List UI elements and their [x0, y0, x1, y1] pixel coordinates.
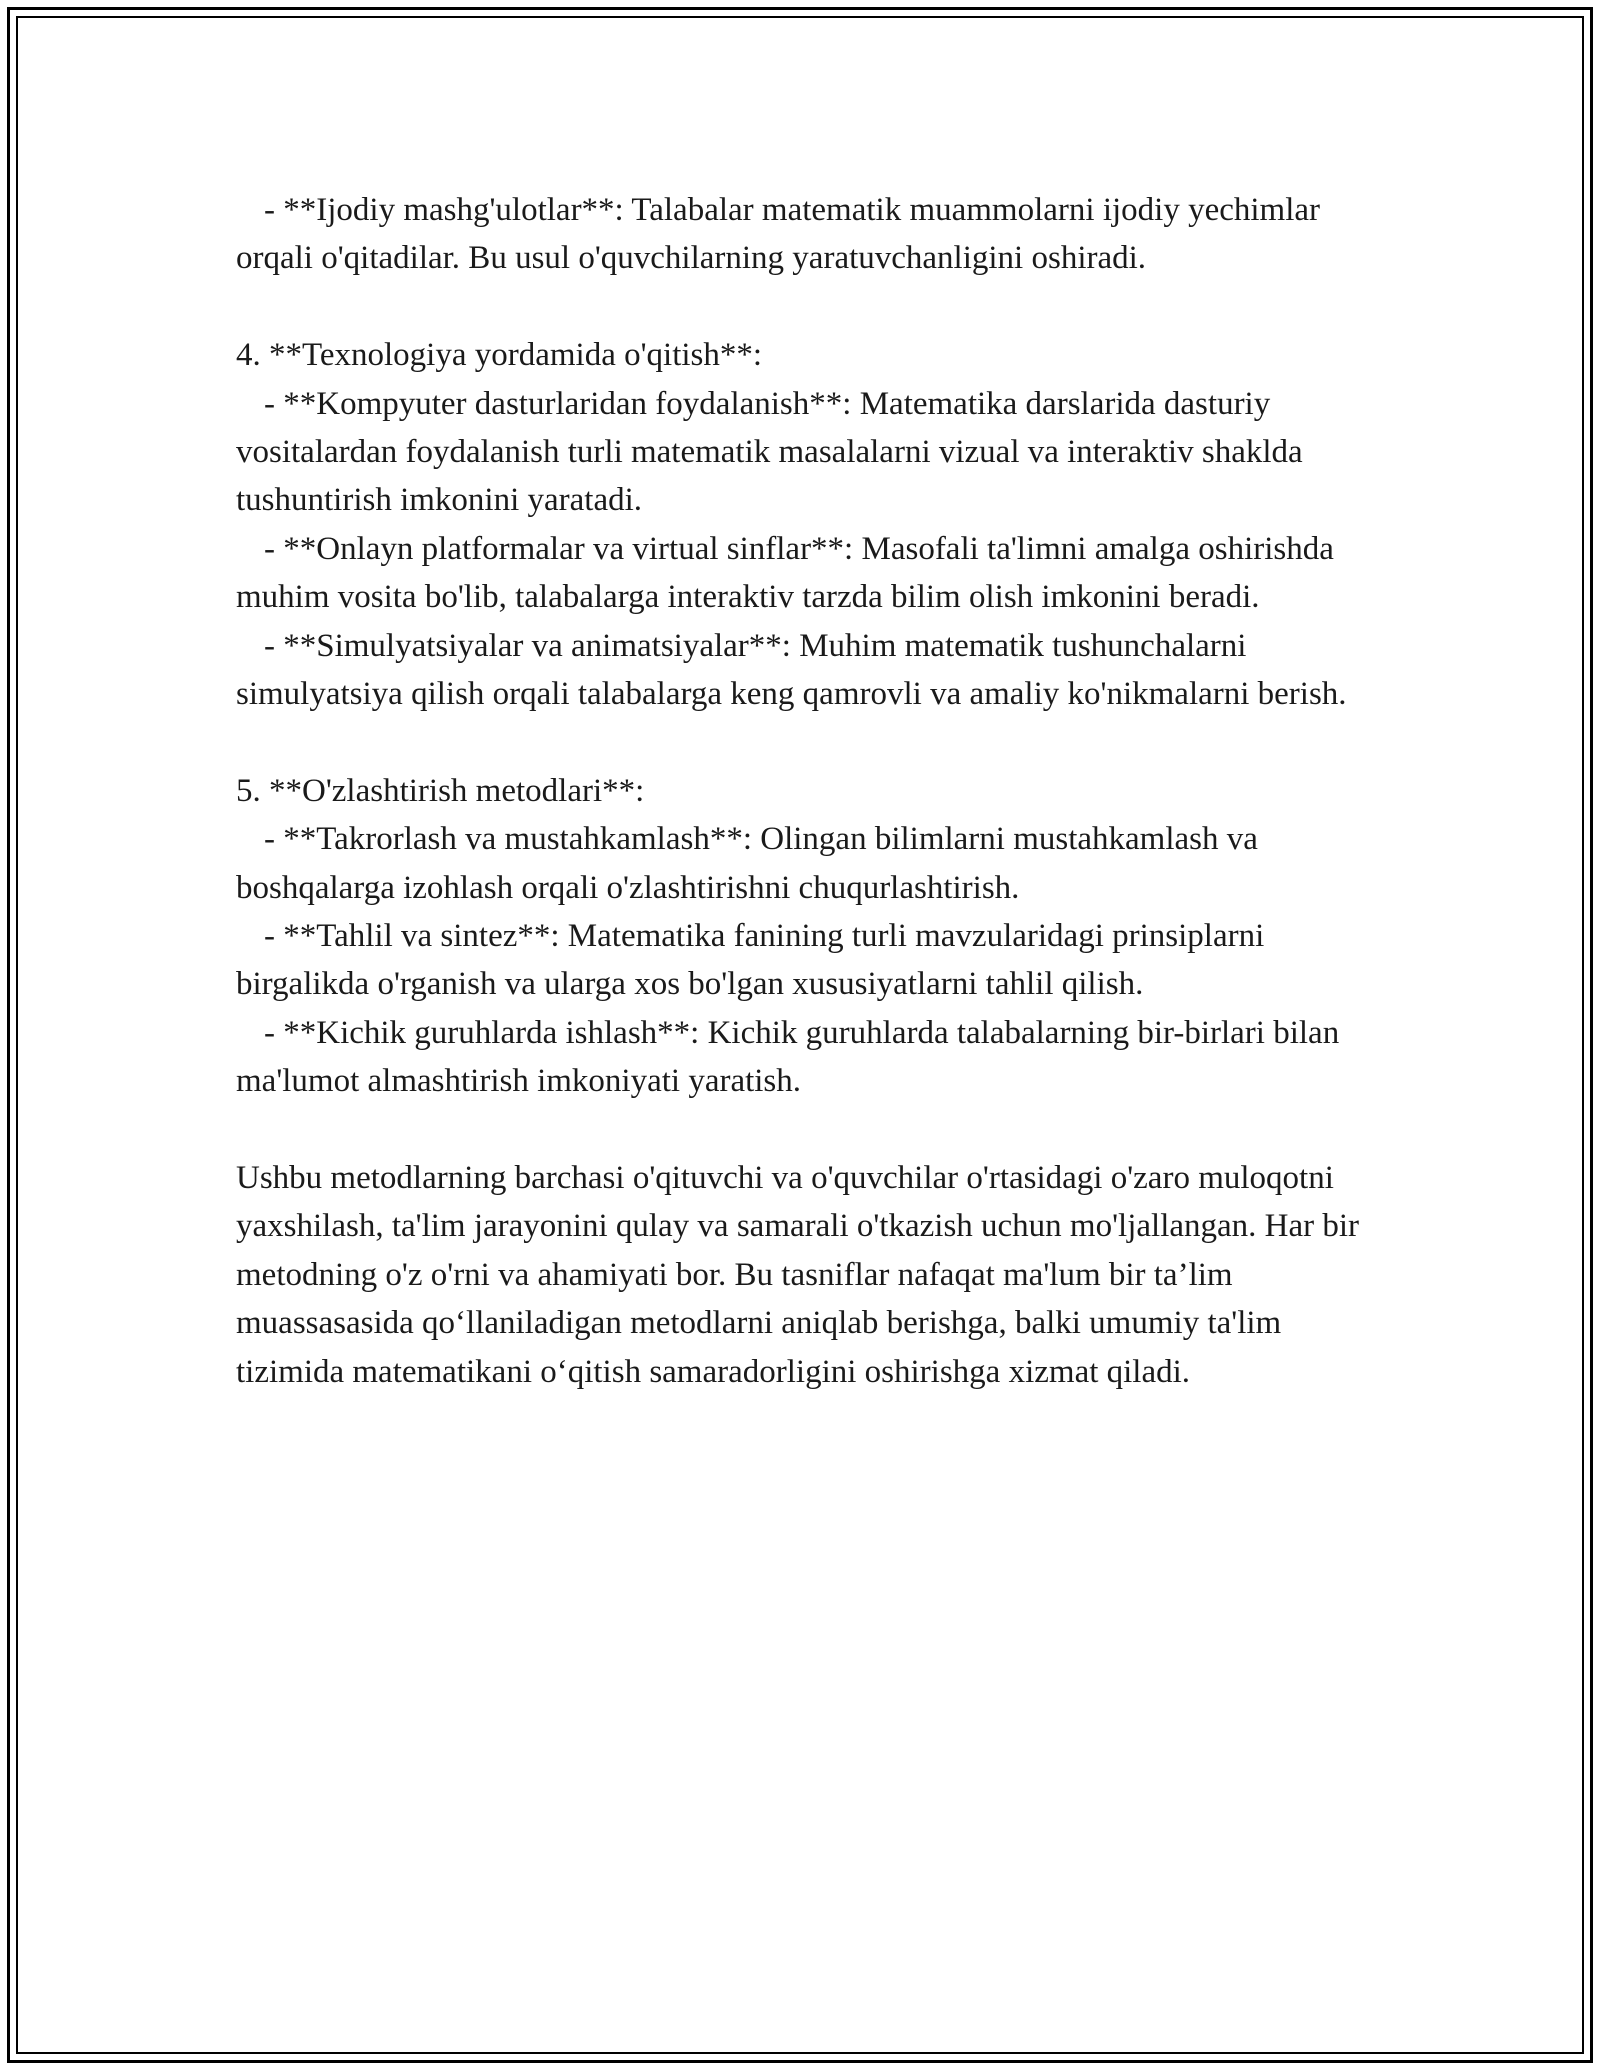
item-lead: - **Tahlil va sintez**: — [264, 918, 560, 955]
item-lead: - **Onlayn platformalar va virtual sinflar**: — [264, 530, 854, 567]
list-item-tahlil-sintez — [236, 912, 1381, 1009]
section-heading-4: 4. **Texnologiya yordamida o'qitish**: — [236, 337, 763, 374]
list-item-ijodiy-mashgulotlar — [236, 186, 1381, 283]
list-item-onlayn-platformalar — [236, 525, 1381, 622]
item-lead: - **Kompyuter dasturlaridan foydalanish**: — [264, 385, 852, 422]
list-item-simulyatsiyalar — [236, 622, 1381, 719]
item-lead: - **Takrorlash va mustahkamlash**: — [264, 821, 752, 858]
item-text: Matematika darslarida dasturiy vositalardan foydalanish turli matematik masalalarni vizual va interaktiv shaklda tushuntirish imkonini yaratadi. — [236, 385, 1303, 519]
list-item-takrorlash — [236, 815, 1381, 912]
paragraph-gap — [236, 283, 1381, 331]
list-item-kichik-guruhlar — [236, 1009, 1381, 1106]
item-text: Muhim matematik tushunchalarni simulyatsiya qilish orqali talabalarga keng qamrovli va amaliy ko'nikmalarni berish. — [236, 627, 1347, 713]
paragraph-gap — [236, 1106, 1381, 1154]
item-text: Talabalar matematik muammolarni ijodiy yechimlar orqali o'qitadilar. Bu usul o'quvchilarning yaratuvchanligini oshiradi. — [236, 192, 1321, 277]
item-lead: - **Ijodiy mashg'ulotlar**: — [264, 192, 624, 228]
paragraph-gap — [236, 718, 1381, 766]
closing-paragraph: Ushbu metodlarning barchasi o'qituvchi va o'quvchilar o'rtasidagi o'zaro muloqotni yaxshilash, ta'lim jarayonini qulay va samarali o'tkazish uchun mo'ljallangan. Har bir metodning o'z o'rni va ahamiyati bor. Bu tasniflar nafaqat ma'lum bir ta’lim muassasasida qo‘llaniladigan metodlarni aniqlab berishga, balki umumiy ta'lim tizimida matematikani o‘qitish samaradorligini oshirishga xizmat qiladi. — [236, 1160, 1360, 1390]
section-heading-5: 5. **O'zlashtirish metodlari**: — [236, 772, 645, 809]
item-lead: - **Kichik guruhlarda ishlash**: — [264, 1014, 700, 1051]
item-text: Olingan bilimlarni mustahkamlash va boshqalarga izohlash orqali o'zlashtirishni chuqurlashtirish. — [236, 821, 1258, 906]
item-text: Matematika fanining turli mavzularidagi prinsiplarni birgalikda o'rganish va ularga xos bo'lgan xususiyatlarni tahlil qilish. — [236, 918, 1265, 1003]
document-body — [236, 186, 1381, 1396]
item-lead: - **Simulyatsiyalar va animatsiyalar**: — [264, 627, 791, 664]
item-text: Masofali ta'limni amalga oshirishda muhim vosita bo'lib, talabalarga interaktiv tarzda bilim olish imkonini beradi. — [236, 530, 1334, 616]
item-text: Kichik guruhlarda talabalarning bir-birlari bilan ma'lumot almashtirish imkoniyati yaratish. — [236, 1014, 1340, 1100]
list-item-kompyuter-dasturlari — [236, 380, 1381, 525]
